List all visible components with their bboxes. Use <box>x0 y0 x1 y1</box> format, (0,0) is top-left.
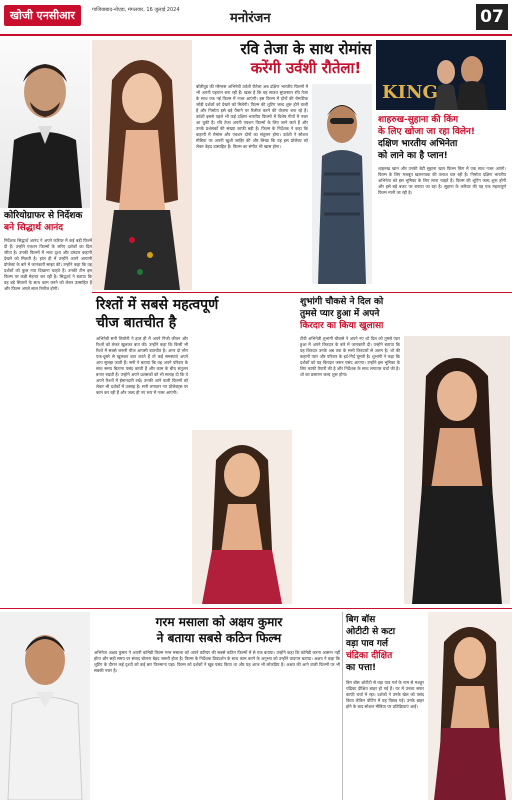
story1-headline-b: करेंगी उर्वशी रौतेला! <box>250 59 362 77</box>
story1-headline-a: रवि तेजा के साथ रोमांस <box>240 40 372 58</box>
story6-headline <box>94 614 344 646</box>
story7-headline-b: ओटीटी से कटा <box>346 627 396 637</box>
column-divider <box>342 612 343 800</box>
story2-headline <box>4 210 94 234</box>
story6-body: अभिनेता अक्षय कुमार ने अपनी कॉमेडी फिल्म गरम मसाला को अपने करियर की सबसे कठिन फिल्मों में से एक बताया। उन्होंने कहा कि कॉमेडी करना आसान नहीं होता और सही समय पर संवाद बोलना बेहद जरूरी होता है। फिल्म के निर्देशक प्रियदर्शन के साथ काम करने के अनुभव को उन्होंने यादगार बताया। अक्षय ने कहा कि शूटिंग के दौरान कई दृश्यों को कई बार फिल्माना पड़ा। फिल्म को दर्शकों ने खूब पसंद किया था और यह आज भी लोकप्रिय है। अक्षय की आने वाली फिल्मों पर भी सबकी नजर है। <box>94 650 340 673</box>
story7-headline-c: वड़ा पाव गर्ल <box>346 639 389 649</box>
story6-headline-b: ने बताया सबसे कठिन फिल्म <box>156 631 282 645</box>
king-poster <box>376 40 506 110</box>
story7-headline-d: चंद्रिका दीक्षित <box>346 651 393 661</box>
page-number: 07 <box>476 4 508 30</box>
story5-headline-c: किरदार का किया खुलासा <box>300 321 384 331</box>
siddharth-photo <box>0 40 90 208</box>
story4-headline-b: चीज बातचीत है <box>96 315 177 331</box>
divider-1 <box>92 292 512 293</box>
story4-headline-a: रिश्तों में सबसे महत्वपूर्ण <box>96 297 219 313</box>
king-title: KING <box>382 82 438 103</box>
story3-headline-d: को लाने का है प्लान! <box>378 151 448 161</box>
story5-headline-a: शुभांगी चौकसे ने दिल को <box>300 297 384 307</box>
shubhangi-photo <box>404 336 510 604</box>
story7-headline-a: बिग बॉस <box>346 615 376 625</box>
akshay-photo <box>0 612 90 800</box>
sunny-photo <box>192 430 292 604</box>
brand-logo: खोजी एनसीआर <box>4 5 81 26</box>
section-title: मनोरंजन <box>230 11 271 26</box>
story2-headline-b: बने सिद्धार्थ आनंद <box>4 223 64 233</box>
story3-headline-b: के लिए खोजा जा रहा विलेन! <box>378 127 476 137</box>
story2-body: निर्देशक सिद्धार्थ आनंद ने अपने करियर में कई बड़ी फिल्में दी हैं। उन्होंने एक्शन फिल्मों के जरिए दर्शकों का दिल जीता है। उनकी फिल्मों में भव्य दृश्य और दमदार कहानी देखने को मिलती है। हाल ही में उन्होंने अपने आगामी प्रोजेक्ट के बारे में जानकारी साझा की। उन्होंने कहा कि वह दर्शकों को कुछ नया दिखाना चाहते हैं। उनकी टीम इस फिल्म पर कड़ी मेहनत कर रही है। सिद्धार्थ ने बताया कि वह बड़े सितारों के साथ काम करने को लेकर उत्साहित हैं और फिल्म अगले साल रिलीज होगी। <box>4 238 92 291</box>
chandrika-photo <box>428 612 512 800</box>
raviteja-photo <box>312 84 372 284</box>
masthead <box>0 0 512 36</box>
urvashi-photo <box>92 40 192 290</box>
story2-headline-a: कोरियोग्राफर से निर्देशक <box>4 211 83 221</box>
divider-2 <box>0 608 512 609</box>
story7-headline <box>346 614 426 674</box>
story4-headline <box>96 296 296 332</box>
story3-headline-c: दक्षिण भारतीय अभिनेता <box>378 139 458 149</box>
story3-headline <box>378 114 508 162</box>
story7-body: बिग बॉस ओटीटी से वड़ा पाव गर्ल के नाम से मशहूर चंद्रिका दीक्षित बाहर हो गई हैं। घर में उनका सफर काफी चर्चा में रहा। दर्शकों ने उनके खेल को पसंद किया लेकिन वोटिंग में वह पिछड़ गईं। उनके बाहर होने के बाद सोशल मीडिया पर प्रतिक्रियाएं आईं। <box>346 680 424 709</box>
story4-body: अभिनेत्री सनी लियोनी ने हाल ही में अपने निजी जीवन और रिश्तों को लेकर खुलकर बात की। उन्होंने कहा कि किसी भी रिश्ते में सबसे जरूरी चीज आपसी बातचीत है। अगर दो लोग एक-दूसरे से खुलकर बात करते हैं तो कई समस्याएं अपने आप सुलझ जाती हैं। सनी ने बताया कि वह अपने परिवार के साथ समय बिताना पसंद करती हैं और काम के बीच संतुलन बनाए रखती हैं। उन्होंने अपने प्रशंसकों को भी सलाह दी कि वे अपने रिश्तों में ईमानदारी रखें। उनकी आने वाली फिल्मों को लेकर भी दर्शकों में उत्साह है। सनी लगातार नए प्रोजेक्ट्स पर काम कर रही हैं और जल्द ही नए रूप में नजर आएंगी। <box>96 336 188 395</box>
story3-headline-a: शाहरुख-सुहाना की किंग <box>378 115 459 125</box>
story5-headline-b: तुमसे प्यार हुआ में अपने <box>300 309 380 319</box>
story7-headline-e: का पत्ता! <box>346 663 377 673</box>
story3-body: शाहरुख खान और उनकी बेटी सुहाना खान फिल्म किंग में एक साथ नजर आएंगे। फिल्म के लिए मजबूत खलनायक की तलाश चल रही है। निर्माता दक्षिण भारतीय अभिनेता को इस भूमिका के लिए लाना चाहते हैं। फिल्म की शूटिंग जल्द शुरू होगी और इसे बड़े बजट पर बनाया जा रहा है। सुहाना के करियर की यह एक महत्वपूर्ण फिल्म मानी जा रही है। <box>378 166 506 195</box>
story5-body: टीवी अभिनेत्री शुभांगी चौकसे ने अपने नए शो दिल को तुमसे प्यार हुआ में अपने किरदार के बारे में जानकारी दी। उन्होंने बताया कि यह किरदार उनके अब तक के सभी किरदारों से अलग है। शो की कहानी प्यार और परिवार के इर्द-गिर्द घूमती है। शुभांगी ने कहा कि दर्शकों को यह किरदार जरूर पसंद आएगा। उन्होंने इस भूमिका के लिए काफी तैयारी की है और निर्देशक के साथ लगातार चर्चा की है। शो का प्रसारण जल्द शुरू होगा। <box>300 336 400 377</box>
story6-headline-a: गरम मसाला को अक्षय कुमार <box>155 615 283 629</box>
story5-headline <box>300 296 510 332</box>
story1-body: बॉलीवुड की ग्लैमरस अभिनेत्री उर्वशी रौतेला अब दक्षिण भारतीय फिल्मों में भी अपनी पहचान बना रही हैं। खबर है कि वह साउथ सुपरस्टार रवि तेजा के साथ एक नई फिल्म में नजर आएंगी। इस फिल्म में दोनों की रोमांटिक जोड़ी दर्शकों को देखने को मिलेगी। फिल्म की शूटिंग जल्द शुरू होने वाली है और निर्माता इसे बड़े पैमाने पर रिलीज करने की योजना बना रहे हैं। उर्वशी इससे पहले भी कई दक्षिण भारतीय फिल्मों में विशेष गीतों में नजर आ चुकी हैं। रवि तेजा अपनी एक्शन फिल्मों के लिए जाने जाते हैं और उनके प्रशंसकों की संख्या काफी बड़ी है। फिल्म के निर्देशक ने कहा कि कहानी में रोमांस और एक्शन दोनों का संतुलन होगा। उर्वशी ने सोशल मीडिया पर अपनी खुशी जाहिर की और लिखा कि वह इस प्रोजेक्ट को लेकर बेहद उत्साहित हैं। फिल्म का संगीत भी खास होगा। <box>196 84 308 149</box>
dateline: गाजियाबाद-नोएडा, मंगलवार, 16 जुलाई 2024 <box>92 7 180 13</box>
